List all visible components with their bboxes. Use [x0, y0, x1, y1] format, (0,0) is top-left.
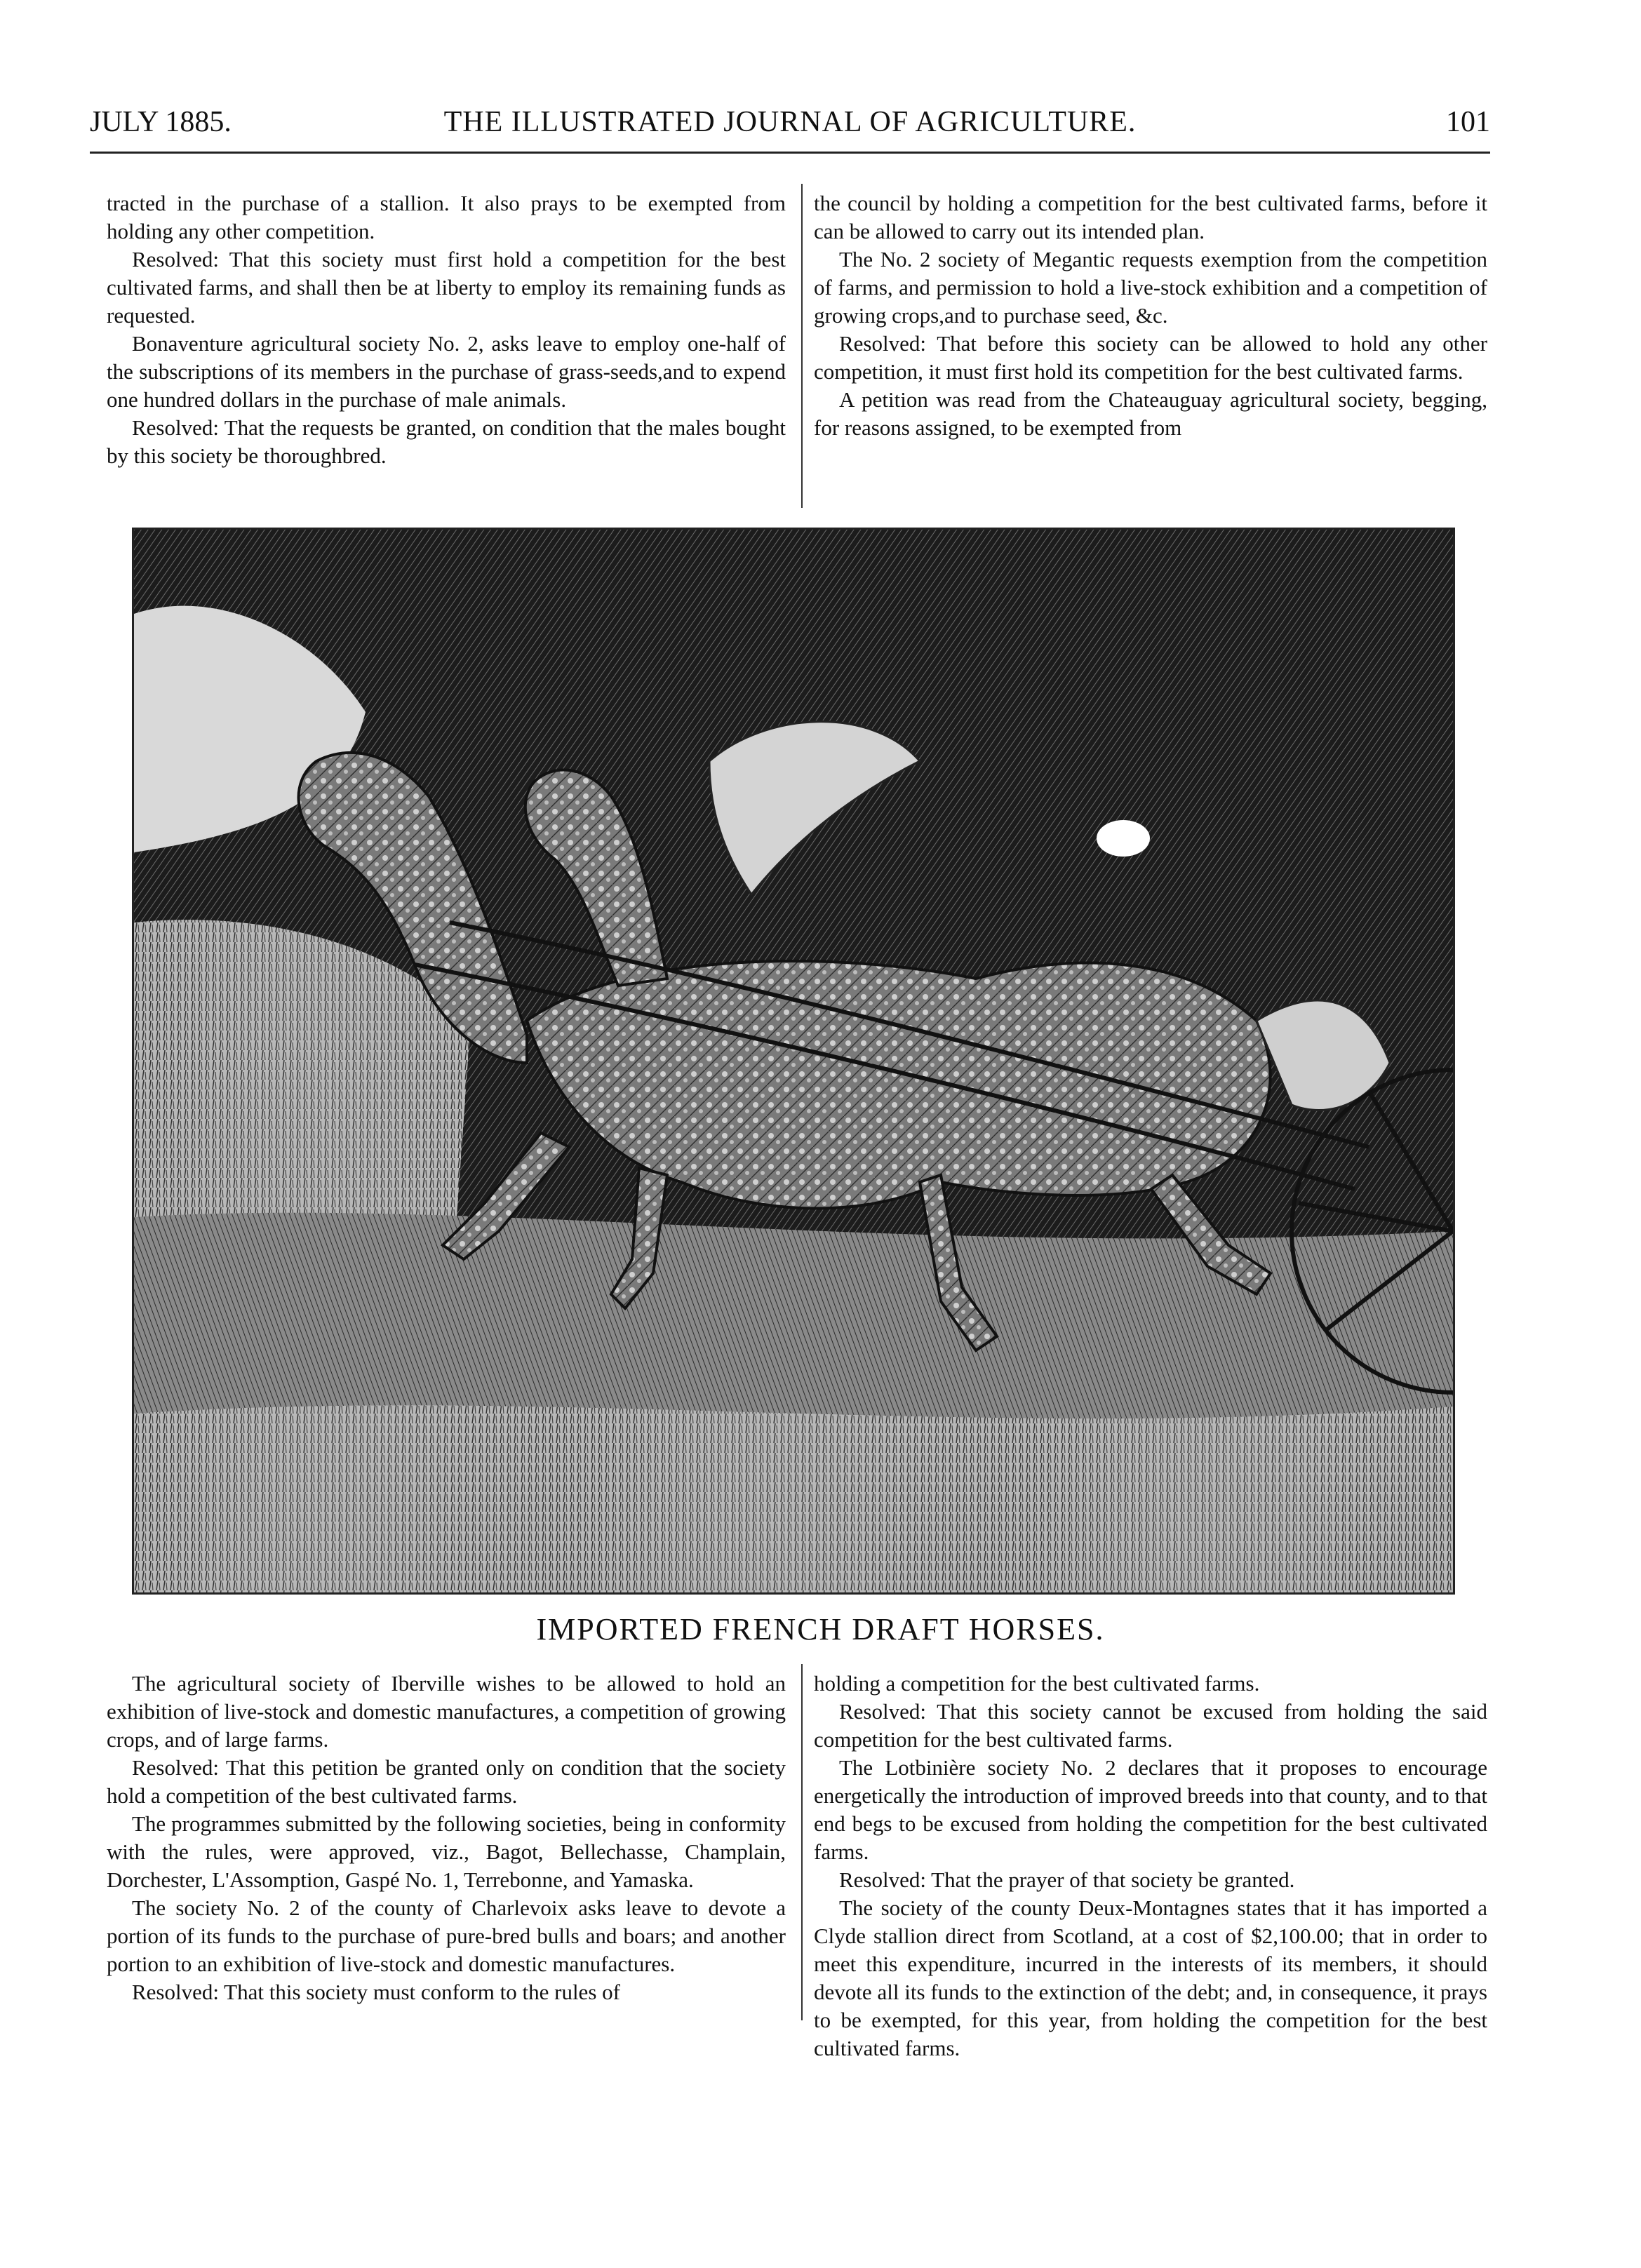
- horses-engraving: [132, 528, 1455, 1595]
- paragraph: Bonaventure agricultural society No. 2, asks leave to employ one-half of the subscriptions of its members in the purchase of grass-seeds,and to expend one hundred dollars in the purchase of male animals.: [107, 331, 786, 412]
- journal-title: THE ILLUSTRATED JOURNAL OF AGRICULTURE.: [443, 106, 1137, 138]
- page-number: 101: [1446, 106, 1490, 138]
- top-right-column: [814, 189, 1487, 442]
- header-date: JULY 1885.: [90, 106, 232, 138]
- paragraph: Resolved: That this society must first hold a competition for the best cultivated farms, and shall then be at liberty to employ its remaining funds as requested.: [107, 247, 786, 328]
- header-rule: [90, 152, 1490, 154]
- paragraph: The programmes submitted by the following societies, being in conformity with the rules, were approved, viz., Bagot, Bellechasse, Champlain, Dorchester, L'Assomption, Gaspé No. 1, Terrebonne, and Yamaska.: [107, 1811, 786, 1892]
- paragraph: The society No. 2 of the county of Charlevoix asks leave to devote a portion of its funds to the purchase of pure-bred bulls and boars; and another portion to an exhibition of live-stock and domestic manufactures.: [107, 1895, 786, 1976]
- paragraph: A petition was read from the Chateauguay agricultural society, begging, for reasons assigned, to be exempted from: [814, 387, 1487, 440]
- column-divider: [801, 184, 803, 508]
- paragraph: The society of the county Deux-Montagnes states that it has imported a Clyde stallion direct from Scotland, at a cost of $2,100.00; that in order to meet this expenditure, incurred in the interests of its members, it should devote all its funds to the extinction of the debt; and, in consequence, it prays to be exempted, for this year, from holding the competition for the best cultivated farms.: [814, 1895, 1487, 2060]
- running-header: [90, 105, 1490, 147]
- paragraph: tracted in the purchase of a stallion. It also prays to be exempted from holding any other competition.: [107, 191, 786, 243]
- paragraph: Resolved: That before this society can be allowed to hold any other competition, it must first hold its competition for the best cultivated farms.: [814, 331, 1487, 384]
- paragraph: Resolved: That the prayer of that society be granted.: [839, 1867, 1295, 1892]
- paragraph: Resolved: That the requests be granted, on condition that the males bought by this society be thoroughbred.: [107, 415, 786, 468]
- top-left-column: [107, 189, 786, 470]
- paragraph: the council by holding a competition for the best cultivated farms, before it can be allowed to carry out its intended plan.: [814, 191, 1487, 243]
- figure-caption: IMPORTED FRENCH DRAFT HORSES.: [536, 1612, 1105, 1646]
- paragraph: holding a competition for the best cultivated farms.: [814, 1671, 1260, 1696]
- paragraph: The agricultural society of Iberville wishes to be allowed to hold an exhibition of live-stock and domestic manufactures, a competition of growing crops, and of large farms.: [107, 1671, 786, 1752]
- paragraph: The No. 2 society of Megantic requests exemption from the competition of farms, and permission to hold a live-stock exhibition and a competition of growing crops,and to purchase seed, &c.: [814, 247, 1487, 328]
- bottom-right-column: [814, 1670, 1487, 2062]
- paragraph: Resolved: That this petition be granted only on condition that the society hold a competition of the best cultivated farms.: [107, 1755, 786, 1808]
- paragraph: Resolved: That this society cannot be excused from holding the said competition for the best cultivated farms.: [814, 1699, 1487, 1752]
- bottom-left-column: [107, 1670, 786, 2006]
- paragraph: The Lotbinière society No. 2 declares that it proposes to encourage energetically the introduction of improved breeds into that county, and to that end begs to be excused from holding the competition for the best cultivated farms.: [814, 1755, 1487, 1864]
- paragraph: Resolved: That this society must conform to the rules of: [132, 1980, 620, 2004]
- column-divider: [801, 1664, 803, 2020]
